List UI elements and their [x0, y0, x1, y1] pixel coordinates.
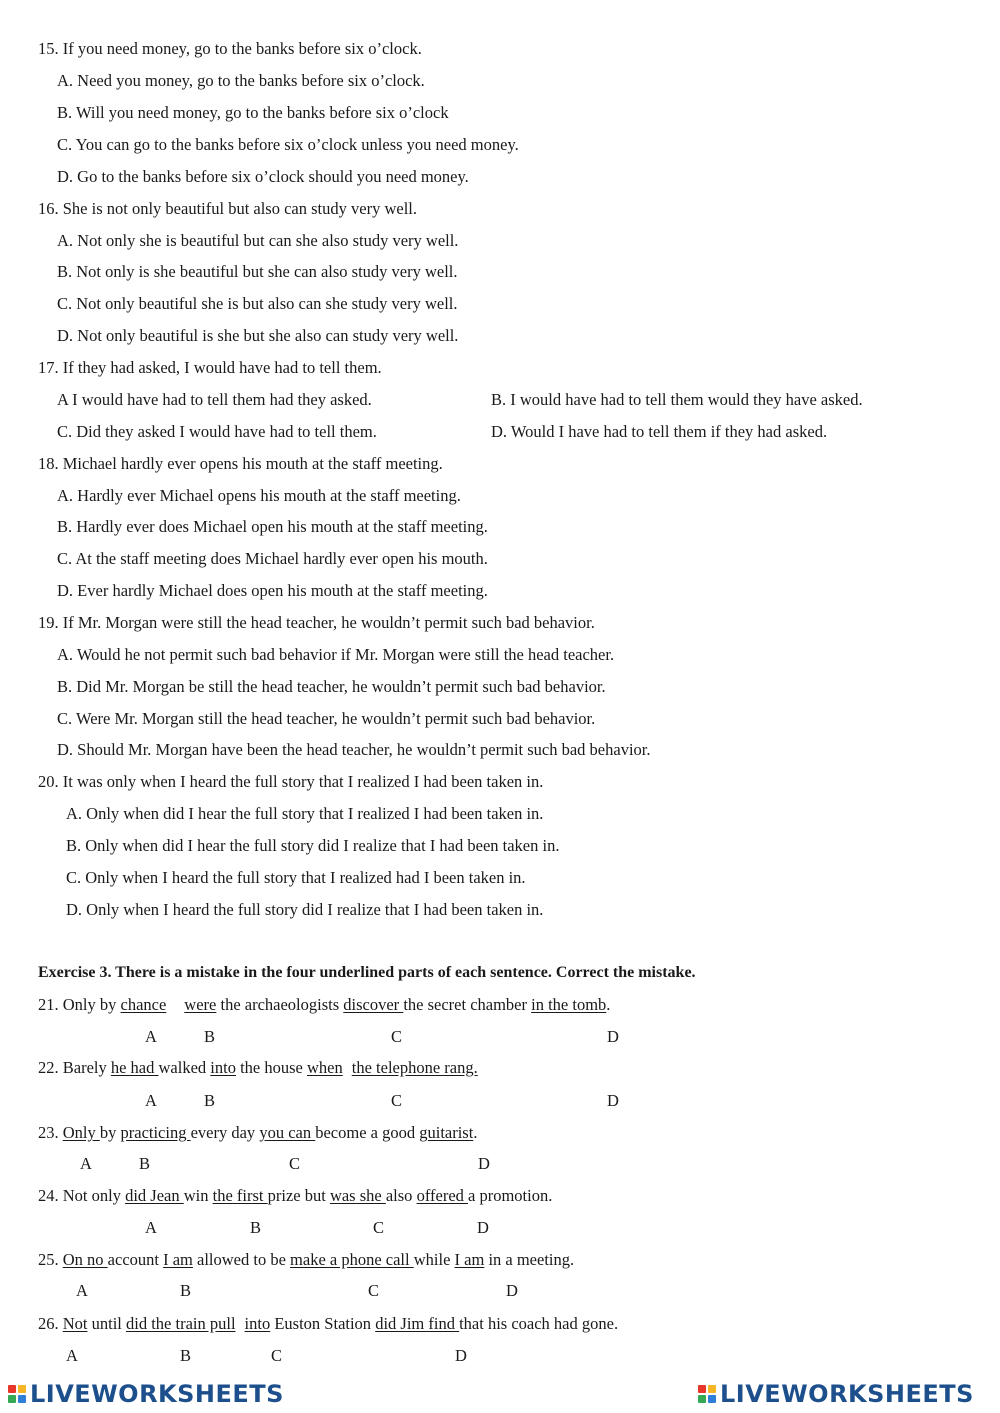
q16-option-c[interactable]: C. Not only beautiful she is but also can she study very well. [57, 294, 458, 313]
item-21-label-c: C [391, 1027, 403, 1046]
liveworksheets-logo-left[interactable] [8, 1380, 284, 1408]
q19-option-b[interactable]: B. Did Mr. Morgan be still the head teacher, he wouldn’t permit such bad behavior. [57, 677, 606, 696]
question-17-stem: 17. If they had asked, I would have had to tell them. [38, 358, 382, 377]
item-22-sentence: 22. Barely he had walked into the house when the telephone rang. [38, 1058, 478, 1077]
item-25-part-c[interactable]: make a phone call [290, 1250, 414, 1269]
item-21-part-c[interactable]: discover [343, 995, 404, 1014]
question-15-stem: 15. If you need money, go to the banks before six o’clock. [38, 39, 422, 58]
q20-option-c[interactable]: C. Only when I heard the full story that I realized had I been taken in. [66, 868, 526, 887]
item-25-label-a: A [76, 1281, 88, 1300]
question-20-stem: 20. It was only when I heard the full story that I realized I had been taken in. [38, 772, 544, 791]
q19-option-d[interactable]: D. Should Mr. Morgan have been the head teacher, he wouldn’t permit such bad behavior. [57, 740, 651, 759]
q15-option-b[interactable]: B. Will you need money, go to the banks before six o’clock [57, 103, 449, 122]
item-21-part-b[interactable]: were [184, 995, 217, 1014]
q19-option-a[interactable]: A. Would he not permit such bad behavior if Mr. Morgan were still the head teacher. [57, 645, 615, 664]
q15-option-a[interactable]: A. Need you money, go to the banks before six o’clock. [57, 71, 425, 90]
q17-option-a[interactable]: A I would have had to tell them had they asked. [57, 390, 372, 409]
item-21-label-b: B [204, 1027, 216, 1046]
q20-option-d[interactable]: D. Only when I heard the full story did I realize that I had been taken in. [66, 900, 544, 919]
question-19-stem: 19. If Mr. Morgan were still the head teacher, he wouldn’t permit such bad behavior. [38, 613, 595, 632]
logo-square-red [698, 1385, 706, 1393]
item-22-label-d: D [607, 1091, 619, 1110]
item-23-part-d[interactable]: guitarist [419, 1123, 474, 1142]
item-23-part-a[interactable]: Only [62, 1123, 100, 1142]
logo-square-red [8, 1385, 16, 1393]
item-24-label-a: A [145, 1218, 157, 1237]
exercise-3-heading: Exercise 3. There is a mistake in the four underlined parts of each sentence. Correct the mistake. [38, 964, 696, 981]
q18-option-c[interactable]: C. At the staff meeting does Michael hardly ever open his mouth. [57, 549, 488, 568]
q16-option-b[interactable]: B. Not only is she beautiful but she can also study very well. [57, 262, 458, 281]
item-24-label-c: C [373, 1218, 385, 1237]
item-22-part-d[interactable]: the telephone rang. [351, 1058, 478, 1077]
item-25-part-a[interactable]: On no [62, 1250, 108, 1269]
item-23-label-d: D [478, 1154, 490, 1173]
item-21-label-d: D [607, 1027, 619, 1046]
item-25-label-d: D [506, 1281, 518, 1300]
q18-option-b[interactable]: B. Hardly ever does Michael open his mouth at the staff meeting. [57, 517, 488, 536]
q15-option-c[interactable]: C. You can go to the banks before six o’clock unless you need money. [57, 135, 519, 154]
q20-option-a[interactable]: A. Only when did I hear the full story that I realized I had been taken in. [66, 804, 544, 823]
item-22-label-b: B [204, 1091, 216, 1110]
question-16-stem: 16. She is not only beautiful but also can study very well. [38, 199, 417, 218]
logo-square-blue [18, 1395, 26, 1403]
q18-option-d[interactable]: D. Ever hardly Michael does open his mouth at the staff meeting. [57, 581, 488, 600]
item-24-part-a[interactable]: did Jean [125, 1186, 184, 1205]
item-23-label-a: A [80, 1154, 92, 1173]
item-24-label-d: D [477, 1218, 489, 1237]
item-26-part-b[interactable]: did the train pull [126, 1314, 236, 1333]
liveworksheets-logo-icon [8, 1385, 26, 1403]
item-26-sentence: 26. Not until did the train pull into Euston Station did Jim find that his coach had gone. [38, 1314, 619, 1333]
q16-option-d[interactable]: D. Not only beautiful is she but she also can study very well. [57, 326, 459, 345]
item-21-label-a: A [145, 1027, 157, 1046]
item-26-label-d: D [455, 1346, 467, 1365]
q19-option-c[interactable]: C. Were Mr. Morgan still the head teacher, he wouldn’t permit such bad behavior. [57, 709, 596, 728]
item-23-label-c: C [289, 1154, 301, 1173]
q17-option-d[interactable]: D. Would I have had to tell them if they had asked. [491, 422, 828, 441]
item-22-part-c[interactable]: when [307, 1058, 343, 1077]
item-22-label-c: C [391, 1091, 403, 1110]
item-22-label-a: A [145, 1091, 157, 1110]
item-24-sentence: 24. Not only did Jean win the first prize but was she also offered a promotion. [38, 1186, 553, 1205]
item-21-part-d[interactable]: in the tomb [531, 995, 607, 1014]
logo-square-yellow [708, 1385, 716, 1393]
item-25-label-b: B [180, 1281, 192, 1300]
liveworksheets-logo-icon [698, 1385, 716, 1403]
item-26-label-a: A [66, 1346, 78, 1365]
logo-left-text: LIVEWORKSHEETS [30, 1380, 284, 1408]
question-18-stem: 18. Michael hardly ever opens his mouth at the staff meeting. [38, 454, 443, 473]
liveworksheets-logo-right[interactable] [698, 1380, 974, 1408]
item-21-sentence: 21. Only by chance were the archaeologists discover the secret chamber in the tomb. [38, 995, 611, 1014]
item-23-part-b[interactable]: practicing [120, 1123, 191, 1142]
logo-square-green [8, 1395, 16, 1403]
item-26-part-d[interactable]: did Jim find [375, 1314, 460, 1333]
logo-square-yellow [18, 1385, 26, 1393]
item-24-part-d[interactable]: offered [416, 1186, 469, 1205]
item-22-part-a[interactable]: he had [110, 1058, 159, 1077]
item-23-label-b: B [139, 1154, 151, 1173]
q20-option-b[interactable]: B. Only when did I hear the full story did I realize that I had been taken in. [66, 836, 560, 855]
item-25-part-d[interactable]: I am [454, 1250, 485, 1269]
logo-square-green [698, 1395, 706, 1403]
item-23-part-c[interactable]: you can [259, 1123, 316, 1142]
item-26-part-a[interactable]: Not [62, 1314, 88, 1333]
item-24-part-b[interactable]: the first [212, 1186, 268, 1205]
item-22-part-b[interactable]: into [210, 1058, 236, 1077]
item-26-part-c[interactable]: into [244, 1314, 271, 1333]
q18-option-a[interactable]: A. Hardly ever Michael opens his mouth at the staff meeting. [57, 486, 461, 505]
item-21-part-a[interactable]: chance [120, 995, 167, 1014]
q17-option-b[interactable]: B. I would have had to tell them would they have asked. [491, 390, 863, 409]
item-26-label-c: C [271, 1346, 283, 1365]
q16-option-a[interactable]: A. Not only she is beautiful but can she also study very well. [57, 231, 459, 250]
q15-option-d[interactable]: D. Go to the banks before six o’clock should you need money. [57, 167, 469, 186]
item-25-part-b[interactable]: I am [163, 1250, 193, 1269]
item-23-sentence: 23. Only by practicing every day you can become a good guitarist. [38, 1123, 478, 1142]
logo-right-text: LIVEWORKSHEETS [720, 1380, 974, 1408]
item-25-label-c: C [368, 1281, 380, 1300]
item-24-label-b: B [250, 1218, 262, 1237]
item-24-part-c[interactable]: was she [329, 1186, 386, 1205]
item-25-sentence: 25. On no account I am allowed to be make a phone call while I am in a meeting. [38, 1250, 575, 1269]
logo-square-blue [708, 1395, 716, 1403]
item-26-label-b: B [180, 1346, 192, 1365]
q17-option-c[interactable]: C. Did they asked I would have had to tell them. [57, 422, 377, 441]
